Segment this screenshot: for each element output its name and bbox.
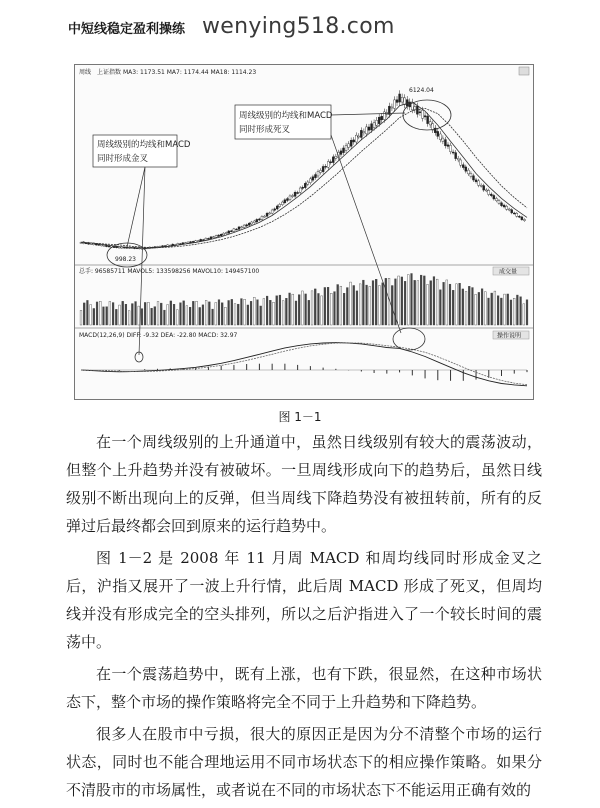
candle-body [113,247,115,248]
candle-body [462,165,464,168]
candle-body [325,166,327,167]
candle-body [493,195,495,199]
volume-bar [301,291,303,325]
volume-bar [340,286,342,325]
volume-bar [218,300,220,325]
macd-dea-line [81,343,527,385]
candle-body [246,225,248,226]
candle-body [279,204,281,206]
candle-body [286,199,288,201]
candle-body [472,176,474,180]
candle-body [284,200,286,203]
volume-bar [269,300,271,325]
volume-bar [305,294,307,325]
volume-bar [433,277,435,325]
candle-body [358,136,360,137]
volume-bar [253,297,255,325]
volume-bar [439,290,441,325]
volume-bar [221,303,223,325]
volume-bar [157,301,159,325]
candle-body [261,216,263,219]
ma-values: MA3: 1173.51 MA7: 1174.44 MA18: 1114.23 [123,69,257,76]
volume-bar [321,296,323,325]
candle-body [317,172,319,176]
candle-body [118,247,120,248]
paragraph: 很多人在股市中亏损，很大的原因正是因为分不清整个市场的运行状态，同时也不能合理地运用不同市场状态下的相应操作策略。如果分不清股市的市场属性，或者说在不同的市场状态下不能运用正确有效的 [66,725,542,799]
candle-body [271,210,273,213]
volume-bar [308,300,310,325]
volume-bar [282,301,284,325]
volume-bar [295,301,297,325]
volume-bar [260,306,262,325]
stock-chart-figure [74,64,534,400]
volume-bar [359,284,361,325]
volume-bar [430,281,432,325]
volume-bar [427,284,429,325]
volume-bar [167,305,169,325]
candle-body [269,213,271,214]
volume-bar [164,310,166,325]
annotation-left-line2: 同时形成金叉 [97,154,149,164]
volume-bar [183,301,185,325]
volume-bar [478,292,480,325]
peak-label: 6124.04 [409,87,434,94]
candle-body [210,237,212,239]
volume-bar [504,294,506,325]
volume-bar [375,279,377,325]
panel-label: 周线 [79,69,92,76]
volume-bar [507,294,509,325]
volume-bar [135,302,137,325]
volume-bar [160,303,162,325]
index-name: 上证指数 [97,69,122,76]
candle-body [363,131,365,132]
body-text [66,428,542,808]
candle-body [266,213,268,216]
volume-bar [443,282,445,325]
volume-bar [314,289,316,325]
volume-bar [520,297,522,325]
volume-bar [497,296,499,325]
volume-bar [173,304,175,325]
volume-bar [212,309,214,325]
candle-body [452,152,454,153]
volume-bar [180,303,182,325]
volume-bar [93,308,95,325]
candle-body [200,239,202,241]
candle-body [478,181,480,186]
candle-body [340,151,342,155]
candle-body [330,162,332,163]
volume-bar [311,291,313,325]
figure-caption: 图 1－1 [278,410,322,424]
volume-bar [138,306,140,325]
volume-bar [228,300,230,325]
candle-body [391,107,393,108]
candle-body [294,192,296,196]
candle-body [253,221,255,223]
volume-bar [90,305,92,325]
volume-bar [366,285,368,325]
candle-body [256,219,258,221]
candle-body [513,213,515,214]
volume-bar [279,295,281,325]
volume-bar [109,301,111,325]
volume-bar [234,304,236,325]
volume-bar [83,303,85,325]
volume-bar [208,302,210,325]
volume-bar [141,309,143,325]
candle-body [103,245,105,246]
candle-body [108,246,110,247]
candle-body [427,116,429,124]
volume-bar [449,284,451,325]
candle-body [368,127,370,130]
candle-body [376,120,378,125]
volume-bar [247,305,249,325]
volume-bar [128,311,130,325]
candle-body [258,219,260,220]
macd-label: MACD(12,26,9) DIFF: -9.32 DEA: -22.80 MACD: 32.97 [79,332,238,339]
volume-bar [289,293,291,325]
candle-body [429,122,431,125]
candle-body [404,98,406,105]
volume-bar [273,302,275,325]
candle-body [281,202,283,205]
volume-bar [414,280,416,325]
low-label: 998.23 [115,256,136,263]
candle-body [437,131,439,136]
volume-button-label: 成交量 [499,268,518,276]
volume-bar [407,275,409,325]
volume-bar [106,307,108,325]
candle-body [373,123,375,128]
candle-body [495,198,497,200]
candle-body [360,130,362,137]
annotation-left-line1: 周线级别的均线和MACD [97,140,191,150]
volume-bar [423,276,425,325]
candle-body [378,117,380,124]
volume-bar [147,302,149,325]
candle-body [314,175,316,178]
candle-body [399,94,401,102]
volume-bar [224,307,226,325]
volume-bar [456,284,458,325]
volume-bar [526,300,528,325]
candle-body [309,179,311,183]
candle-body [506,206,508,209]
volume-bar [202,305,204,325]
volume-bar [237,304,239,325]
candle-body [345,145,347,150]
candle-body [422,110,424,118]
volume-bar [459,283,461,325]
annotation-right-line2: 同时形成死叉 [239,125,291,135]
volume-bar [176,310,178,325]
volume-bar [356,291,358,325]
volume-bar [346,288,348,325]
candle-body [457,158,459,160]
candle-body [511,210,513,213]
volume-bar [334,292,336,325]
volume-bar [96,302,98,325]
candle-body [480,185,482,186]
candle-body [213,237,215,238]
volume-bar [391,286,393,325]
candle-body [406,100,408,106]
candle-body [355,135,357,142]
volume-bar [436,279,438,325]
candle-body [447,145,449,147]
candle-body [483,186,485,190]
candle-body [225,233,227,234]
candle-body [327,162,329,168]
volume-bar [465,292,467,325]
volume-bar [199,307,201,325]
paragraph: 在一个震荡趋势中，既有上涨，也有下跌，很显然，在这种市场状态下，整个市场的操作策略将完全不同于上升趋势和下降趋势。 [66,665,542,711]
volume-bar [125,304,127,325]
volume-bar [80,310,82,325]
candle-body [467,170,469,174]
volume-bar [462,289,464,325]
candle-body [488,190,490,194]
volume-bar [244,299,246,325]
volume-bar [318,293,320,325]
candle-body [274,209,276,210]
volume-bar [292,294,294,325]
candle-body [424,116,426,117]
candle-body [322,166,324,171]
candle-body [518,216,520,217]
candle-body [414,107,416,110]
volume-bar [337,285,339,325]
candle-body [235,229,237,230]
volume-bar [468,286,470,325]
macd-diff-line [81,343,527,386]
candle-body [220,234,222,235]
candle-body [523,219,525,220]
candle-body [503,205,505,207]
volume-bar [99,301,101,325]
volume-label: 总手: 96585711 MAVOL5: 133598256 MAVOL10: 149457100 [79,268,260,275]
book-title: 中短线稳定盈利操练 [68,22,186,37]
volume-bar [417,281,419,325]
volume-bar [327,287,329,325]
candle-body [490,194,492,196]
candle-body [223,233,225,235]
candle-body [233,229,235,231]
watermark: wenying518.com [202,14,395,39]
candle-body [442,138,444,141]
volume-bar [263,299,265,325]
volume-bar [144,302,146,325]
candle-body [508,209,510,210]
candle-body [243,225,245,227]
chart-svg [75,65,533,399]
volume-bar [369,286,371,325]
candle-body [241,227,243,228]
volume-bar [115,309,117,325]
volume-bar [241,299,243,325]
volume-bar [398,276,400,325]
volume-bar [481,289,483,325]
macd-series [81,343,527,386]
candle-body [230,231,232,232]
candle-body [393,100,395,109]
volume-bar [196,301,198,325]
volume-bar [151,308,153,325]
candle-body [248,223,250,225]
candle-body [299,188,301,192]
death-cross-circle [403,100,451,130]
volume-bar [154,307,156,325]
volume-bar [170,301,172,325]
volume-bar [285,298,287,325]
candle-body [197,241,199,242]
volume-bar [257,300,259,325]
candle-body [348,144,350,148]
candle-body [218,235,220,236]
candle-body [320,170,322,172]
candle-body [335,156,337,158]
candle-body [312,177,314,180]
candle-body [190,242,192,243]
candle-body [371,124,373,130]
candle-body [353,140,355,142]
candle-body [90,243,92,244]
volume-bar [510,300,512,325]
candle-body [475,180,477,182]
volume-bar [404,281,406,325]
candle-body [207,238,209,239]
volume-bar [215,303,217,325]
candle-body [365,127,367,134]
candle-body [297,192,299,193]
volume-bar [205,300,207,325]
volume-bar [452,290,454,325]
candle-body [465,167,467,171]
candle-body [383,112,385,120]
volume-bar [472,288,474,325]
volume-bar [250,301,252,325]
volume-bar [298,295,300,325]
volume-bar [372,281,374,325]
candle-body [401,97,403,102]
volume-bar [192,301,194,325]
candle-body [396,100,398,103]
volume-bar [513,298,515,325]
volume-bar [330,293,332,325]
volume-bar [112,303,114,325]
candle-body [460,160,462,165]
volume-bar [189,307,191,325]
volume-bar [523,304,525,325]
volume-bar [186,306,188,325]
candle-body [516,213,518,216]
volume-bar [87,300,89,325]
candle-body [184,243,186,244]
candle-body [205,238,207,240]
candle-body [192,241,194,242]
volume-bar [103,307,105,325]
candle-body [238,227,240,229]
volume-bar [343,293,345,325]
volume-bar [516,295,518,325]
candle-body [289,196,291,200]
volume-bar [475,294,477,325]
annotation-right-line1: 周线级别的均线和MACD [239,111,333,121]
volume-bar [350,282,352,325]
volume-bar [411,274,413,325]
volume-bar [362,280,364,325]
volume-bar [500,298,502,325]
volume-bar [385,278,387,325]
candle-body [304,183,306,187]
candle-body [98,244,100,245]
volume-bar [353,285,355,325]
volume-bar [119,305,121,325]
candle-body [292,195,294,196]
candle-body [450,145,452,151]
volume-bar [276,296,278,325]
macd-button-label: 操作说明 [497,332,522,340]
candle-body [350,140,352,146]
volume-bar [122,301,124,325]
volume-bar [494,291,496,325]
candle-body [485,190,487,191]
volume-bar [491,293,493,325]
volume-bar [266,296,268,325]
volume-bar [420,275,422,325]
volume-bar [488,298,490,325]
candle-body [332,157,334,163]
candle-body [501,203,503,206]
death-cross-macd-circle [393,328,425,350]
volume-bars [80,274,528,325]
volume-bar [324,287,326,325]
candle-body [521,217,523,220]
candle-body [439,134,441,140]
volume-bar [231,299,233,325]
candle-body [419,112,421,113]
candle-body [263,216,265,217]
candle-body [307,182,309,184]
candle-body [498,201,500,204]
candle-body [343,148,345,153]
volume-bar [131,304,133,325]
volume-bar [379,286,381,325]
candle-body [276,206,278,209]
candle-body [455,153,457,159]
candle-body [302,187,304,188]
volume-bar [401,277,403,325]
paragraph: 图 1－2 是 2008 年 11 月周 MACD 和周均线同时形成金叉之后，沪指又展开了一波上升行情，此后周 MACD 形成了死叉，但周均线并没有形成完全的空头排列，所以之后沪指进入了一个较长时间的震荡中。 [66,549,542,651]
candle-body [381,116,383,120]
candle-body [228,231,230,233]
volume-bar [484,292,486,325]
panel-close-icon[interactable] [519,67,529,75]
volume-bar [382,283,384,325]
candle-body [251,222,253,224]
annotation-right-pointer [331,113,405,333]
candle-body [215,236,217,238]
paragraph: 在一个周线级别的上升通道中，虽然日线级别有较大的震荡波动，但整个上升趋势并没有被破坏。一旦周线形成向下的趋势后，虽然日线级别不断出现向上的反弹，但当周线下降趋势没有被扭转前，所有的反弹过后最终都会回到原来的运行趋势中。 [66,433,542,535]
volume-bar [446,280,448,325]
candle-body [470,173,472,176]
candle-body [444,140,446,146]
